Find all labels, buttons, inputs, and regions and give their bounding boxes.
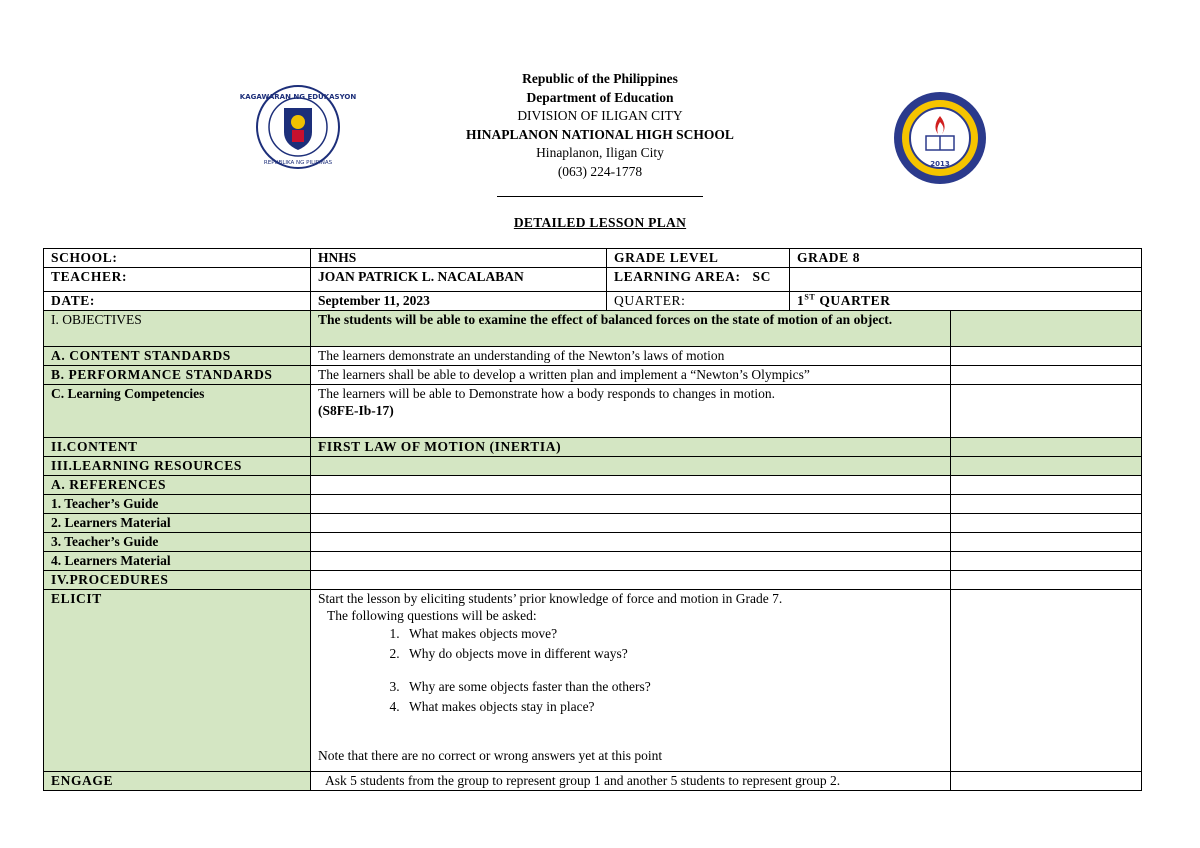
table-row <box>44 457 1142 476</box>
competencies-text: The learners will be able to Demonstrate how a body responds to changes in motion. <box>318 386 776 401</box>
reference-value <box>311 495 951 514</box>
table-row <box>44 268 1142 292</box>
references-text <box>311 476 951 495</box>
elicit-cell <box>311 590 951 772</box>
table-row <box>44 438 1142 457</box>
grade-level-value: GRADE 8 <box>790 249 1142 268</box>
school-value: HNHS <box>311 249 607 268</box>
learning-area-label <box>607 268 790 292</box>
objectives-notes <box>951 311 1142 347</box>
performance-standards-text: The learners shall be able to develop a written plan and implement a “Newton’s Olympics” <box>311 366 951 385</box>
reference-notes <box>951 533 1142 552</box>
learning-area-blank <box>790 268 1142 292</box>
engage-label: ENGAGE <box>44 772 311 791</box>
competencies-cell <box>311 385 951 438</box>
content-label: II.CONTENT <box>44 438 311 457</box>
procedures-label: IV.PROCEDURES <box>44 571 311 590</box>
table-row <box>44 385 1142 438</box>
header-phone: (063) 224-1778 <box>557 163 643 179</box>
school-seal-logo <box>892 90 988 186</box>
competencies-code: (S8FE-Ib-17) <box>318 403 394 418</box>
table-row <box>44 366 1142 385</box>
content-standards-notes <box>951 347 1142 366</box>
date-label: DATE: <box>44 292 311 311</box>
reference-value <box>311 552 951 571</box>
lesson-plan-table <box>43 248 1142 791</box>
quarter-value <box>790 292 1142 311</box>
learning-area-value: SC <box>752 269 771 284</box>
reference-value <box>311 514 951 533</box>
reference-value <box>311 533 951 552</box>
header-school: HINAPLANON NATIONAL HIGH SCHOOL <box>466 126 734 142</box>
school-label: SCHOOL: <box>44 249 311 268</box>
seal-text-top: KAGAWARAN NG EDUKASYON <box>239 93 357 101</box>
table-row <box>44 772 1142 791</box>
quarter-label: QUARTER: <box>607 292 790 311</box>
content-text: FIRST LAW OF MOTION (INERTIA) <box>311 438 951 457</box>
date-value: September 11, 2023 <box>311 292 607 311</box>
header-address: Hinaplanon, Iligan City <box>536 145 664 160</box>
quarter-text: QUARTER <box>815 293 891 308</box>
references-label: A. REFERENCES <box>44 476 311 495</box>
competencies-notes <box>951 385 1142 438</box>
header-republic: Republic of the Philippines <box>522 71 678 86</box>
reference-notes <box>951 514 1142 533</box>
reference-item: 3. Teacher’s Guide <box>44 533 311 552</box>
table-row <box>44 571 1142 590</box>
table-row <box>44 476 1142 495</box>
list-item: 2. Why do objects move in different ways? <box>403 644 943 664</box>
learning-resources-label: III.LEARNING RESOURCES <box>44 457 311 476</box>
procedures-text <box>311 571 951 590</box>
table-row <box>44 292 1142 311</box>
quarter-number: 1 <box>797 293 805 308</box>
performance-standards-label: B. PERFORMANCE STANDARDS <box>44 366 311 385</box>
table-row <box>44 347 1142 366</box>
reference-item: 1. Teacher’s Guide <box>44 495 311 514</box>
content-standards-text: The learners demonstrate an understanding of the Newton’s laws of motion <box>311 347 951 366</box>
learning-resources-text <box>311 457 951 476</box>
learning-resources-notes <box>951 457 1142 476</box>
document-title: DETAILED LESSON PLAN <box>513 215 687 230</box>
table-row <box>44 590 1142 772</box>
header-divider <box>497 196 703 197</box>
performance-standards-notes <box>951 366 1142 385</box>
reference-notes <box>951 495 1142 514</box>
list-item: 3. Why are some objects faster than the others? <box>403 677 943 697</box>
engage-notes <box>951 772 1142 791</box>
table-row <box>44 249 1142 268</box>
table-row <box>44 533 1142 552</box>
list-item: 4. What makes objects stay in place? <box>403 697 943 717</box>
objectives-label: I. OBJECTIVES <box>44 311 311 347</box>
elicit-notes <box>951 590 1142 772</box>
reference-item: 2. Learners Material <box>44 514 311 533</box>
reference-notes <box>951 552 1142 571</box>
elicit-label: ELICIT <box>44 590 311 772</box>
references-notes <box>951 476 1142 495</box>
grade-level-label: GRADE LEVEL <box>607 249 790 268</box>
quarter-superscript: ST <box>804 292 816 302</box>
learning-area-label-text: LEARNING AREA: <box>614 269 741 284</box>
objectives-text: The students will be able to examine the effect of balanced forces on the state of motion of an object. <box>311 311 951 347</box>
list-item: 1. What makes objects move? <box>403 624 943 644</box>
elicit-intro: Start the lesson by eliciting students’ prior knowledge of force and motion in Grade 7. <box>318 591 783 606</box>
elicit-questions <box>318 624 943 717</box>
elicit-ask: The following questions will be asked: <box>327 608 537 623</box>
teacher-value: JOAN PATRICK L. NACALABAN <box>311 268 607 292</box>
elicit-note: Note that there are no correct or wrong answers yet at this point <box>318 748 663 763</box>
header-division: DIVISION OF ILIGAN CITY <box>517 108 683 123</box>
table-row <box>44 552 1142 571</box>
content-notes <box>951 438 1142 457</box>
content-standards-label: A. CONTENT STANDARDS <box>44 347 311 366</box>
teacher-label: TEACHER: <box>44 268 311 292</box>
header-department: Department of Education <box>526 89 674 105</box>
table-row <box>44 514 1142 533</box>
table-row <box>44 495 1142 514</box>
seal-text-bottom: REPUBLIKA NG PILIPINAS <box>263 160 333 166</box>
competencies-label: C. Learning Competencies <box>44 385 311 438</box>
school-header <box>0 70 1200 181</box>
reference-item: 4. Learners Material <box>44 552 311 571</box>
engage-text: Ask 5 students from the group to represent group 1 and another 5 students to represent group 2. <box>311 772 951 791</box>
procedures-notes <box>951 571 1142 590</box>
table-row <box>44 311 1142 347</box>
seal-year: 2013 <box>930 160 950 168</box>
